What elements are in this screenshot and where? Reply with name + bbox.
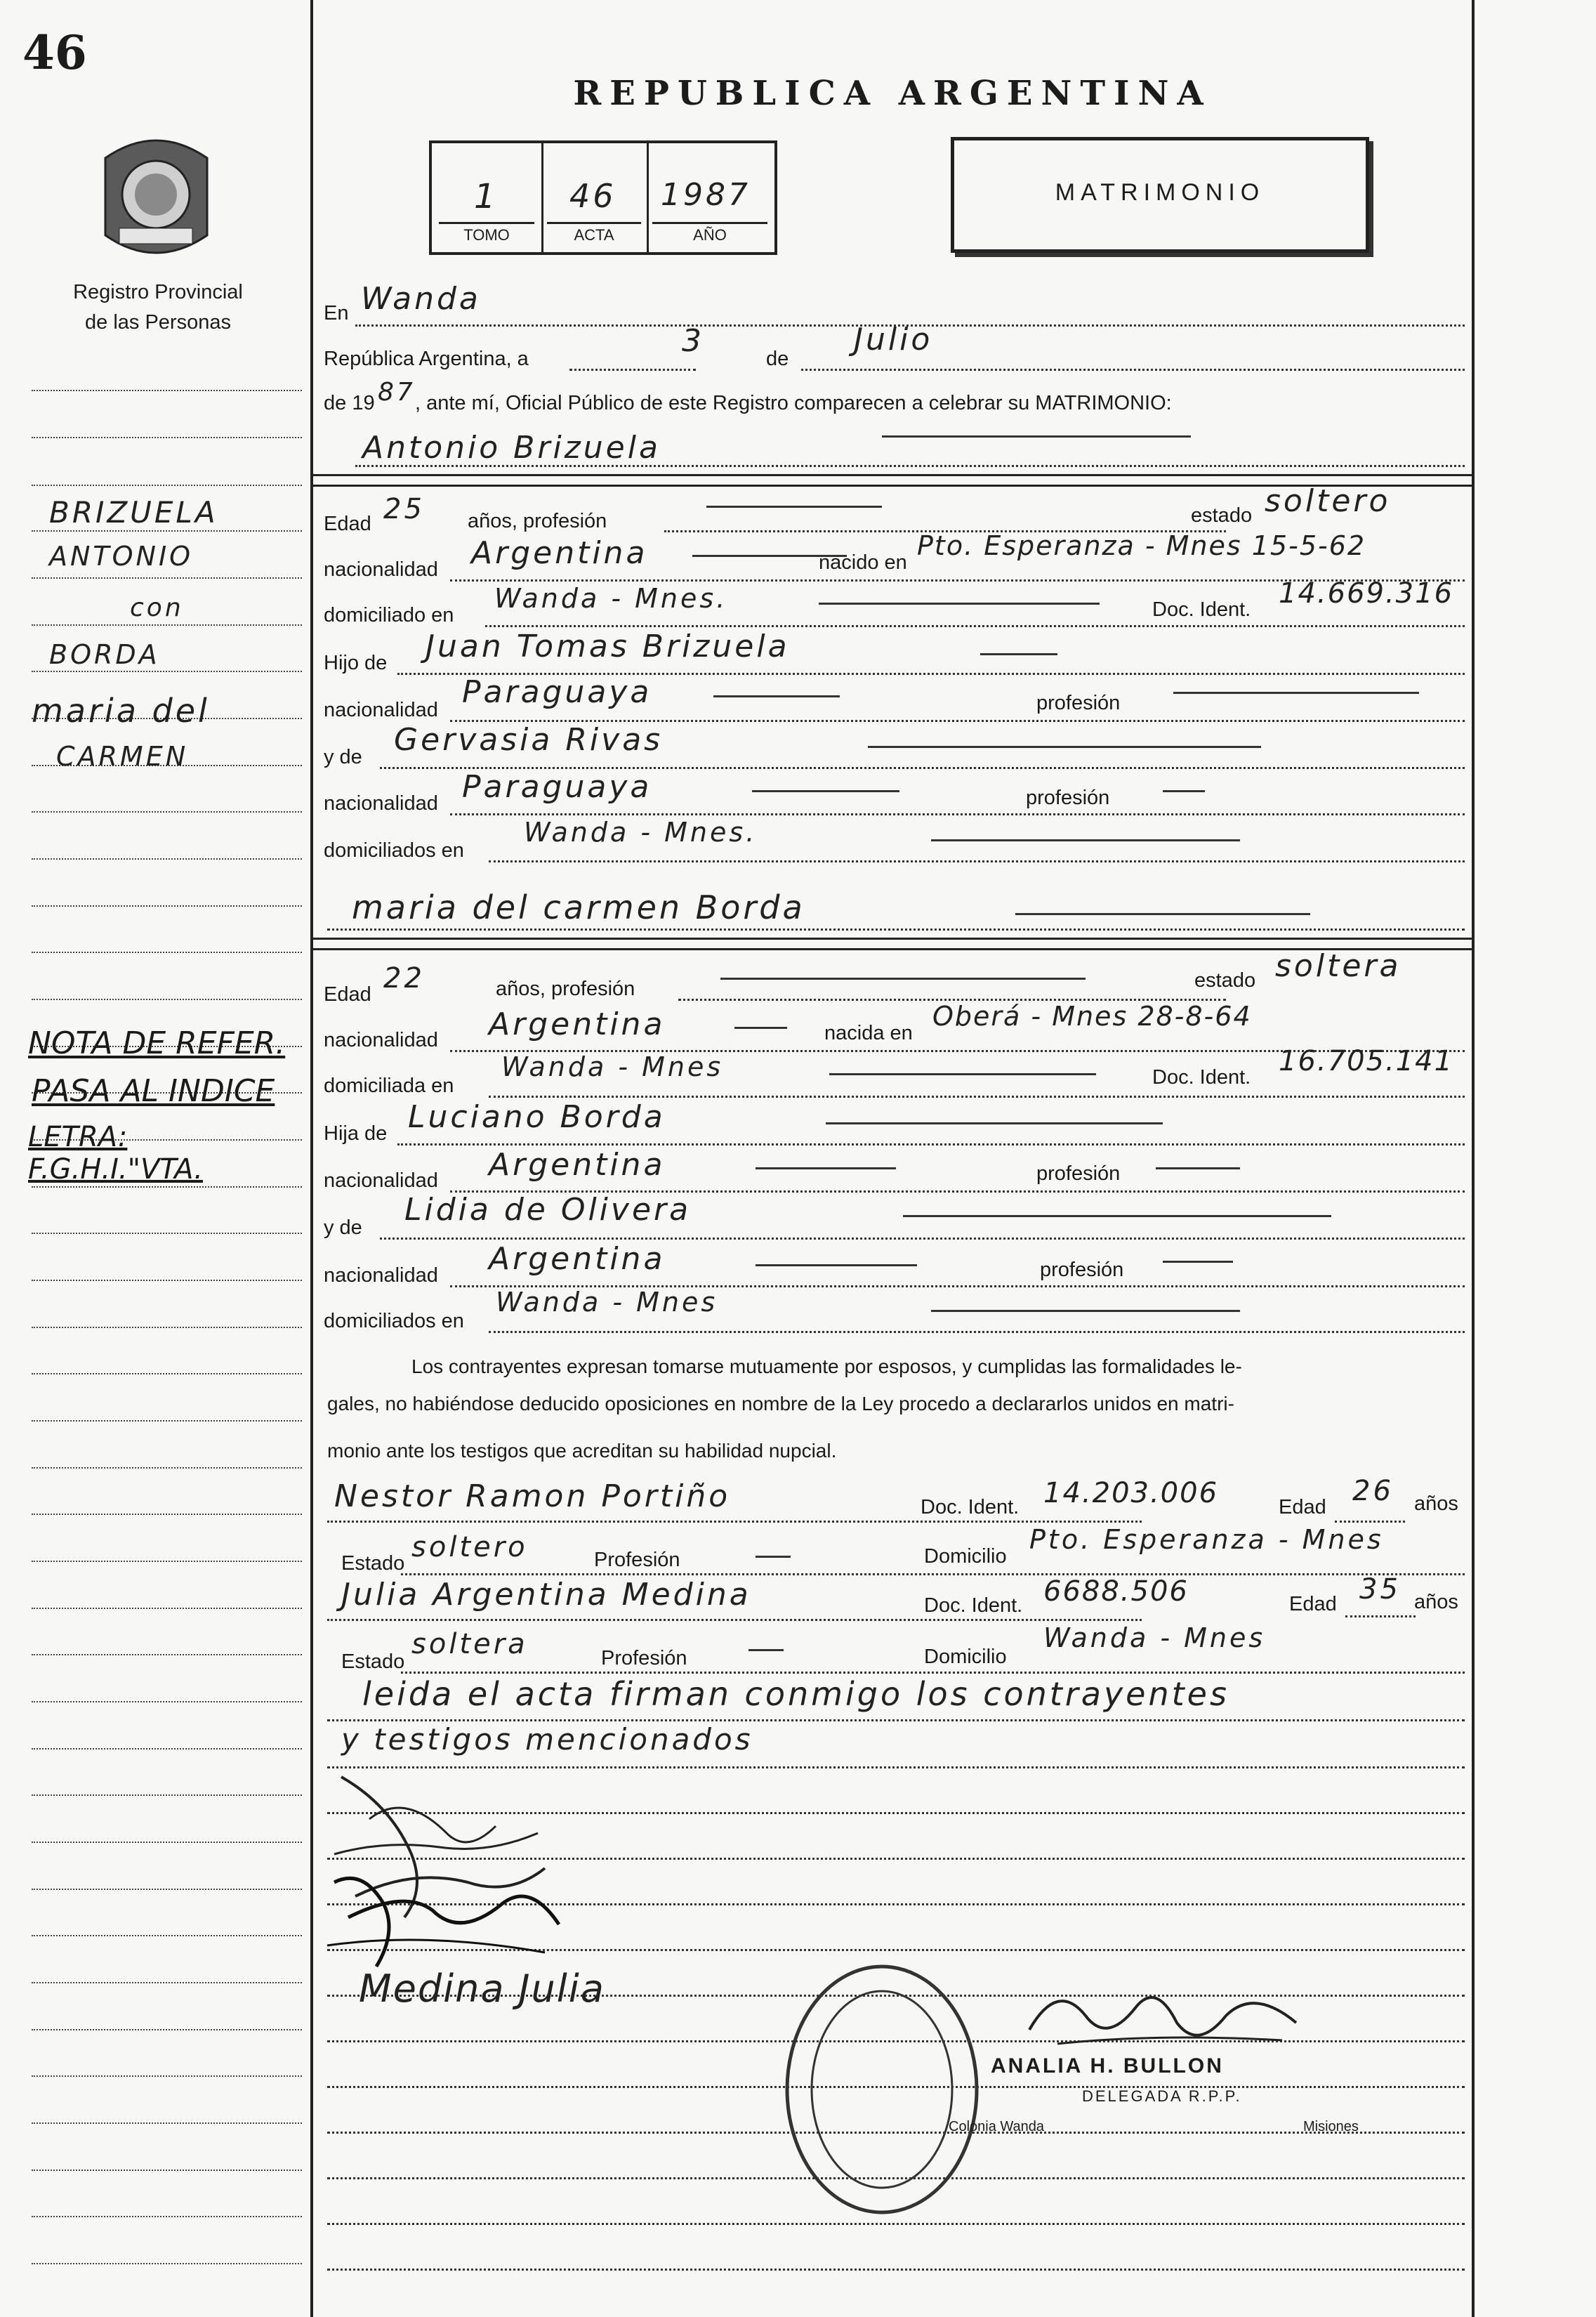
bride-edad-label: Edad bbox=[324, 983, 371, 1006]
witness2-estado-label: Estado bbox=[341, 1650, 405, 1673]
witness2-edad-label: Edad bbox=[1289, 1593, 1337, 1615]
declaration-line1: Los contrayentes expresan tomarse mutuamente por esposos, y cumplidas las formalidades le- bbox=[411, 1356, 1242, 1377]
bride-nac: Argentina bbox=[489, 1006, 666, 1042]
signature-official bbox=[1015, 1967, 1310, 2058]
main-column bbox=[310, 0, 1475, 2317]
groom-prof-label: profesión bbox=[1036, 692, 1121, 714]
record-type: MATRIMONIO bbox=[1055, 179, 1265, 206]
witness1-doc: 14.203.006 bbox=[1043, 1477, 1219, 1509]
registry-stamp bbox=[780, 1960, 984, 2219]
bride-padre: Luciano Borda bbox=[408, 1099, 666, 1135]
bride-y-de-label: y de bbox=[324, 1216, 362, 1239]
groom-madre: Gervasia Rivas bbox=[394, 722, 664, 758]
groom-dom: Wanda - Mnes. bbox=[494, 583, 728, 614]
ano-label: AÑO bbox=[693, 226, 727, 244]
en-value: Wanda bbox=[361, 281, 481, 317]
groom-dom-label: domiciliado en bbox=[324, 604, 454, 626]
margin-name-3: con bbox=[130, 593, 184, 622]
groom-doc-label: Doc. Ident. bbox=[1152, 598, 1251, 621]
country-title: REPUBLICA ARGENTINA bbox=[573, 74, 1212, 113]
groom-y-de-label: y de bbox=[324, 746, 362, 768]
groom-doms-label: domiciliados en bbox=[324, 839, 464, 862]
groom-nac-label: nacionalidad bbox=[324, 558, 438, 581]
official-place-right: Misiones bbox=[1303, 2119, 1359, 2134]
bride-doms-label: domiciliados en bbox=[324, 1310, 464, 1332]
groom-estado-label: estado bbox=[1191, 504, 1253, 527]
bride-madre-nac: Argentina bbox=[489, 1241, 666, 1277]
margin-name-1: BRIZUELA bbox=[49, 495, 218, 530]
groom-hijo-label: Hijo de bbox=[324, 652, 388, 674]
witness2-dom: Wanda - Mnes bbox=[1043, 1622, 1266, 1653]
margin-name-2: ANTONIO bbox=[49, 541, 194, 572]
groom-prof2-label: profesión bbox=[1026, 787, 1110, 809]
groom-edad: 25 bbox=[383, 493, 425, 525]
official-title: DELEGADA R.P.P. bbox=[1082, 2087, 1242, 2105]
witness1-dom: Pto. Esperanza - Mnes bbox=[1029, 1524, 1384, 1555]
witness2-doc: 6688.506 bbox=[1043, 1575, 1189, 1608]
witness2-doc-label: Doc. Ident. bbox=[924, 1594, 1023, 1617]
margin-name-6: CARMEN bbox=[56, 741, 189, 772]
groom-madre-nac-label: nacionalidad bbox=[324, 792, 438, 815]
bride-nacida-label: nacida en bbox=[824, 1022, 913, 1044]
bride-nacida: Oberá - Mnes 28-8-64 bbox=[932, 1001, 1252, 1032]
groom-nac: Argentina bbox=[471, 535, 648, 571]
witness2-estado: soltera bbox=[411, 1628, 528, 1660]
groom-estado: soltero bbox=[1265, 483, 1391, 519]
groom-madre-nac: Paraguaya bbox=[462, 769, 652, 805]
bride-edad: 22 bbox=[383, 962, 425, 995]
bride-estado: soltera bbox=[1275, 948, 1402, 984]
margin-name-4: BORDA bbox=[49, 639, 160, 670]
groom-anos-prof-label: años, profesión bbox=[468, 510, 607, 532]
witness2-edad: 35 bbox=[1359, 1573, 1401, 1606]
witness1-edad-label: Edad bbox=[1279, 1496, 1326, 1518]
groom-edad-label: Edad bbox=[324, 513, 371, 535]
bride-padre-nac-label: nacionalidad bbox=[324, 1169, 438, 1192]
bride-doms: Wanda - Mnes bbox=[496, 1287, 718, 1318]
day-value: 3 bbox=[682, 323, 704, 359]
registry-line2: de las Personas bbox=[85, 311, 231, 334]
record-box bbox=[429, 140, 777, 255]
margin-column bbox=[0, 0, 310, 2317]
year-prefix: de 19 bbox=[324, 392, 375, 414]
acta-label: ACTA bbox=[574, 226, 614, 244]
ante-text: , ante mí, Oficial Público de este Registro comparecen a celebrar su MATRIMONIO: bbox=[415, 392, 1172, 414]
bride-nac-label: nacionalidad bbox=[324, 1029, 438, 1051]
witness1-estado: soltero bbox=[411, 1531, 528, 1563]
official-name: ANALIA H. BULLON bbox=[991, 2054, 1224, 2078]
bride-doc-label: Doc. Ident. bbox=[1152, 1066, 1251, 1089]
ano-value: 1987 bbox=[661, 177, 751, 213]
page-number: 46 bbox=[22, 25, 87, 80]
signature-bride bbox=[320, 1826, 573, 1981]
groom-padre: Juan Tomas Brizuela bbox=[426, 629, 790, 664]
groom-padre-nac-label: nacionalidad bbox=[324, 699, 438, 721]
witness1-edad: 26 bbox=[1352, 1475, 1394, 1507]
bride-estado-label: estado bbox=[1194, 969, 1256, 992]
witness1-doc-label: Doc. Ident. bbox=[921, 1496, 1020, 1518]
nota-line-2: PASA AL INDICE bbox=[32, 1073, 275, 1109]
witness2-dom-label: Domicilio bbox=[924, 1646, 1007, 1668]
witness2-anos-label: años bbox=[1414, 1591, 1458, 1613]
tomo-label: TOMO bbox=[463, 226, 510, 244]
margin-name-5: maria del bbox=[32, 692, 210, 730]
groom-name: Antonio Brizuela bbox=[362, 430, 661, 466]
groom-padre-nac: Paraguaya bbox=[462, 674, 652, 710]
year-suffix: 87 bbox=[378, 378, 416, 407]
republica-label: República Argentina, a bbox=[324, 348, 529, 370]
witness1-anos-label: años bbox=[1414, 1492, 1458, 1515]
witness2-name: Julia Argentina Medina bbox=[341, 1577, 751, 1613]
witness1-prof-label: Profesión bbox=[594, 1549, 680, 1571]
witness2-prof-label: Profesión bbox=[601, 1647, 687, 1669]
tomo-value: 1 bbox=[474, 177, 499, 216]
witness1-dom-label: Domicilio bbox=[924, 1545, 1007, 1568]
groom-nacido: Pto. Esperanza - Mnes 15-5-62 bbox=[917, 530, 1366, 561]
bride-prof2-label: profesión bbox=[1040, 1259, 1124, 1281]
groom-doms: Wanda - Mnes. bbox=[524, 817, 758, 848]
bride-name: maria del carmen Borda bbox=[352, 888, 805, 926]
witness1-estado-label: Estado bbox=[341, 1552, 405, 1575]
bride-prof-label: profesión bbox=[1036, 1162, 1121, 1185]
closing-line1: leida el acta firman conmigo los contrayentes bbox=[362, 1675, 1229, 1713]
nota-line-1: NOTA DE REFER. bbox=[28, 1025, 286, 1061]
witness1-name: Nestor Ramon Portiño bbox=[334, 1478, 731, 1514]
province-seal bbox=[98, 130, 214, 260]
groom-doc: 14.669.316 bbox=[1279, 577, 1454, 610]
month-value: Julio bbox=[854, 322, 933, 357]
bride-hija-label: Hija de bbox=[324, 1122, 388, 1145]
de-label: de bbox=[766, 348, 789, 370]
bride-padre-nac: Argentina bbox=[489, 1147, 666, 1183]
en-label: En bbox=[324, 302, 349, 324]
signature-witness: Medina Julia bbox=[359, 1967, 605, 2011]
declaration-line3: monio ante los testigos que acreditan su habilidad nupcial. bbox=[327, 1440, 837, 1462]
declaration-line2: gales, no habiéndose deducido oposiciones en nombre de la Ley procedo a declararlos unidos en matri- bbox=[327, 1393, 1234, 1415]
record-type-box bbox=[951, 137, 1369, 253]
bride-madre: Lidia de Olivera bbox=[404, 1192, 692, 1228]
groom-nacido-label: nacido en bbox=[819, 551, 907, 574]
bride-madre-nac-label: nacionalidad bbox=[324, 1264, 438, 1287]
registry-line1: Registro Provincial bbox=[73, 281, 243, 303]
bride-dom: Wanda - Mnes bbox=[501, 1051, 724, 1082]
bride-doc: 16.705.141 bbox=[1279, 1045, 1454, 1077]
official-place-left: Colonia Wanda bbox=[949, 2119, 1045, 2134]
bride-anos-prof-label: años, profesión bbox=[496, 978, 635, 1000]
bride-dom-label: domiciliada en bbox=[324, 1075, 454, 1097]
acta-value: 46 bbox=[569, 177, 616, 215]
closing-line2: y testigos mencionados bbox=[341, 1722, 753, 1757]
nota-line-3: LETRA: F.G.H.I."VTA. bbox=[28, 1121, 203, 1186]
